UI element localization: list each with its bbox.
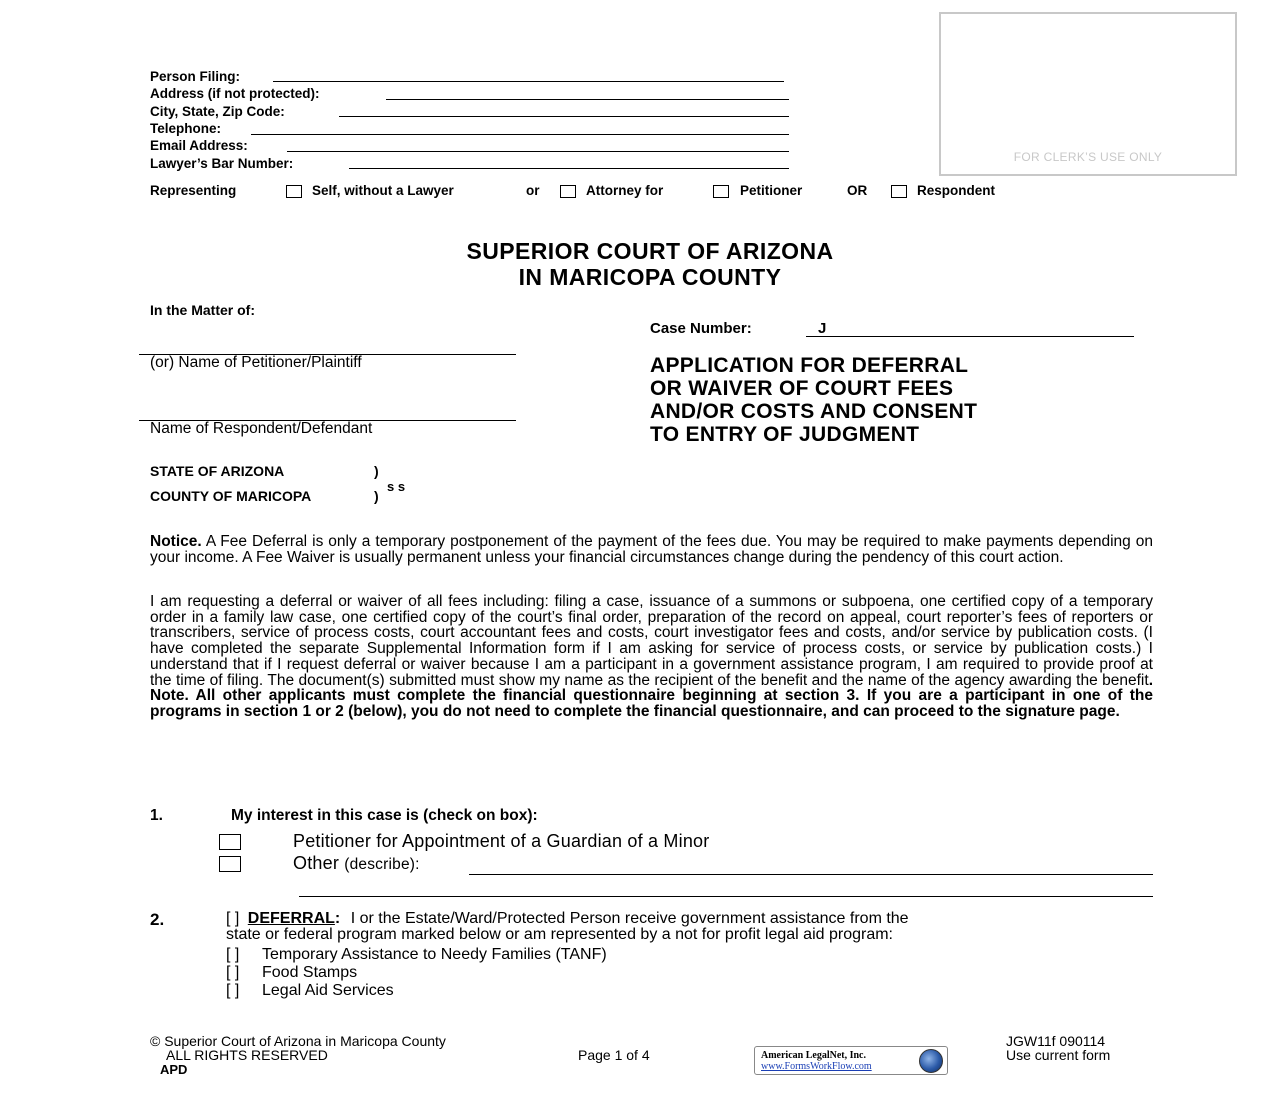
food-stamps-label: Food Stamps [262,964,358,981]
footer-use-current: Use current form [1006,1047,1111,1063]
telephone-field[interactable] [251,134,789,135]
petitioner-label: Petitioner [740,183,803,198]
attorney-checkbox[interactable] [560,185,576,198]
list-item [226,982,394,1000]
petitioner-name-label: (or) Name of Petitioner/Plaintiff [150,354,362,371]
notice-text: A Fee Deferral is only a temporary postponement of the payment of the fees due. You may be required to make payments depending on your income. A Fee Waiver is usually permanent unless your financial circumstances change during the pendency of this court action. [150,533,1153,566]
self-checkbox[interactable] [286,185,302,198]
other-label-describe: (describe): [344,856,420,873]
request-bold-note: . Note. All other applicants must complete the financial questionnaire beginning at section 3. If you are a participant in one of the programs in section 1 or 2 (below), you do not need to complete the financial questionnaire, and can proceed to the signature page. [150,671,1153,720]
county-paren: ) [374,488,379,504]
legal-aid-checkbox[interactable]: [ ] [226,982,240,999]
other-describe-field[interactable] [469,874,1153,875]
other-checkbox[interactable] [219,856,241,872]
deferral-text-line2: state or federal program marked below or am represented by a not for profit legal aid program: [226,926,893,943]
request-text: I am requesting a deferral or waiver of all fees including: filing a case, issuance of a summons or subpoena, one certified copy of a temporary order in a family law case, one certified copy of the court’s final order, preparation of the record on appeal, court reporter’s fees of reporters or transcribers, service of process costs, court accountant fees and costs, court investigator fees and costs, and/or service by publication costs. (I have completed the separate Supplemental Information form if I am asking for service of process costs, or service by publication costs.) I understand that if I request deferral or waiver because I am a participant in a government assistance program, I am required to provide proof at the time of filing. The document(s) submitted must show my name as the recipient of the benefit and the name of the agency awarding the benefit [150,593,1153,689]
court-title-line2: IN MARICOPA COUNTY [518,264,782,290]
notice-lead: Notice. [150,533,202,550]
email-field[interactable] [287,151,789,152]
respondent-name-label: Name of Respondent/Defendant [150,420,373,437]
state-label: STATE OF ARIZONA [150,463,285,479]
logo-url-link[interactable]: www.FormsWorkFlow.com [761,1061,872,1072]
case-number-label: Case Number: [650,320,752,337]
in-matter-of-label: In the Matter of: [150,302,255,318]
list-item [226,964,358,982]
city-state-zip-label: City, State, Zip Code: [150,104,285,119]
county-label: COUNTY OF MARICOPA [150,488,312,504]
guardian-minor-checkbox[interactable] [219,834,241,850]
bar-number-field[interactable] [349,168,789,169]
footer-rights: ALL RIGHTS RESERVED [166,1047,328,1063]
state-paren: ) [374,463,379,479]
deferral-colon: : [334,910,341,927]
or-text-2: OR [847,183,868,198]
document-title-line: APPLICATION FOR DEFERRAL [650,354,969,377]
deferral-checkbox[interactable]: [ ] [226,910,240,927]
person-filing-label: Person Filing: [150,69,241,84]
respondent-label: Respondent [917,183,996,198]
globe-icon [919,1049,943,1073]
document-title-line: TO ENTRY OF JUDGMENT [650,423,920,446]
ss-mark: s s [387,479,406,494]
person-filing-field[interactable] [273,81,784,82]
footer-copyright: © Superior Court of Arizona in Maricopa County [150,1033,446,1049]
court-title-line1: SUPERIOR COURT OF ARIZONA [466,238,834,264]
document-title-line: AND/OR COSTS AND CONSENT [650,400,978,423]
notice-paragraph [150,534,1153,565]
footer-apd: APD [160,1062,188,1077]
americanlegalnet-logo[interactable] [754,1046,948,1075]
address-label: Address (if not protected): [150,86,320,101]
city-state-zip-field[interactable] [339,116,789,117]
footer-form-id: JGW11f 090114 [1006,1033,1106,1049]
bar-number-label: Lawyer’s Bar Number: [150,156,294,171]
list-item [226,946,607,964]
clerk-use-label: FOR CLERK’S USE ONLY [1013,150,1163,164]
case-number-field[interactable] [806,336,1134,337]
other-describe-field-2[interactable] [299,896,1153,897]
representing-label: Representing [150,183,237,198]
footer-page: Page 1 of 4 [578,1047,650,1063]
tanf-label: Temporary Assistance to Needy Families (TANF) [262,946,607,963]
self-label: Self, without a Lawyer [312,183,454,198]
clerk-use-box [939,12,1237,176]
case-number-value: J [818,320,827,337]
guardian-minor-label: Petitioner for Appointment of a Guardian of a Minor [293,831,710,851]
logo-company-name: American LegalNet, Inc. [761,1050,866,1061]
document-title-line: OR WAIVER OF COURT FEES [650,377,954,400]
legal-aid-label: Legal Aid Services [262,982,394,999]
deferral-text-line1: I or the Estate/Ward/Protected Person receive government assistance from the [350,910,909,927]
petitioner-checkbox[interactable] [713,185,729,198]
other-label [293,853,420,874]
request-paragraph [150,594,1153,720]
other-label-main: Other [293,853,345,873]
attorney-label: Attorney for [586,183,664,198]
section2-number: 2. [150,910,165,929]
document-title [650,354,977,446]
email-label: Email Address: [150,138,248,153]
address-field[interactable] [386,99,789,100]
section1-number: 1. [150,807,163,824]
telephone-label: Telephone: [150,121,222,136]
deferral-heading: DEFERRAL [247,910,335,927]
food-stamps-checkbox[interactable]: [ ] [226,964,240,981]
tanf-checkbox[interactable]: [ ] [226,946,240,963]
respondent-checkbox[interactable] [891,185,907,198]
section1-heading: My interest in this case is (check on box): [231,807,538,824]
or-text: or [526,183,540,198]
